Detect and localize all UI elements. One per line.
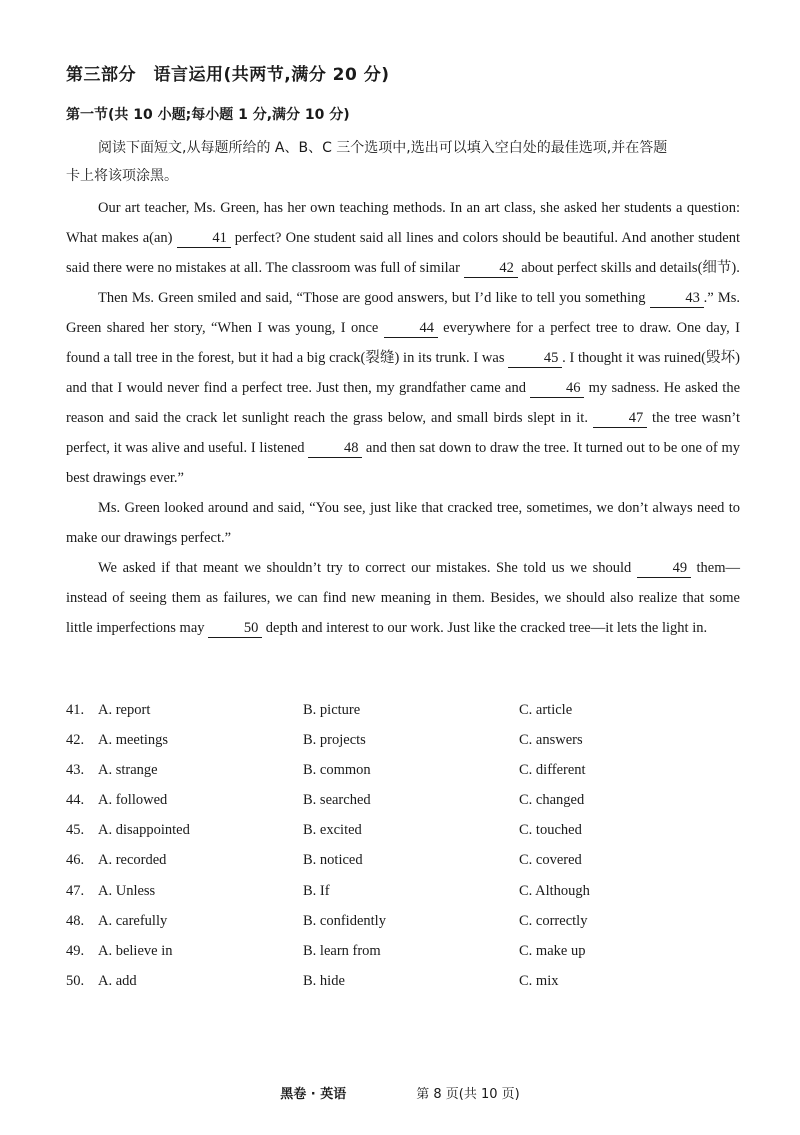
option-b: B. common — [303, 762, 371, 779]
option-c: C. touched — [519, 822, 582, 839]
footer-page-number: 第 8 页(共 10 页) — [416, 1087, 520, 1102]
option-a: A. followed — [98, 792, 168, 809]
blank-49: 49 — [637, 559, 691, 578]
blank-43: 43 — [650, 289, 704, 308]
footer-label: 黑卷 · 英语 — [280, 1087, 347, 1102]
question-number: 44. — [66, 792, 85, 809]
question-row — [66, 732, 766, 762]
blank-46: 46 — [530, 379, 584, 398]
section-title: 第三部分 语言运用(共两节,满分 20 分) — [66, 65, 390, 85]
cloze-passage — [66, 193, 740, 643]
option-b: B. confidently — [303, 912, 386, 929]
paragraph-2: Then Ms. Green smiled and said, “Those are good answers, but I’d like to tell you something 43 .” Ms. Green shared her story, “When I was young, I once 44 everywhere for a perfect tree to draw. One day, I found a tall tree in the forest, but it had a big crack(裂缝) in its trunk. I was 45 . I thought it was ruined(毁坏) and that I would never find a perfect tree. Just then, my grandfather came and 46 my sadness. He asked the reason and said the crack let sunlight reach the grass below, and small birds slept in it. 47 the tree wasn’t perfect, it was alive and useful. I listened 48 and then sat down to draw the tree. It turned out to be one of my best drawings ever.” — [66, 290, 741, 486]
option-a: A. carefully — [98, 912, 168, 929]
blank-45: 45 — [508, 349, 562, 368]
question-number: 47. — [66, 882, 85, 899]
subsection-title: 第一节(共 10 小题;每小题 1 分,满分 10 分) — [66, 107, 350, 123]
question-row — [66, 822, 766, 852]
question-number: 49. — [66, 942, 85, 959]
option-b: B. picture — [303, 702, 361, 718]
paragraph-3: Ms. Green looked around and said, “You see, just like that cracked tree, sometimes, we don’t always need to make our drawings perfect.” — [66, 500, 740, 546]
option-b: B. learn from — [303, 942, 381, 959]
question-number: 43. — [66, 762, 85, 779]
question-row — [66, 883, 766, 913]
instructions-line-2: 卡上将该项涂黑。 — [66, 168, 178, 184]
option-a: A. add — [98, 972, 137, 989]
option-b: B. hide — [303, 972, 345, 989]
option-c: C. make up — [519, 942, 586, 959]
question-number: 46. — [66, 852, 85, 869]
question-row — [66, 913, 766, 943]
option-c: C. different — [519, 762, 586, 779]
blank-48: 48 — [308, 439, 362, 458]
question-row — [66, 792, 766, 822]
paragraph-4: We asked if that meant we shouldn’t try to correct our mistakes. She told us we should 49 them—instead of seeing them as failures, we can find new meaning in them. Besides, we should also realize that some little imperfections may 50 depth and interest to our work. Just like the cracked tree—it lets the light in. — [66, 560, 740, 636]
option-a: A. strange — [98, 762, 158, 779]
option-a: A. disappointed — [98, 822, 190, 839]
question-number: 41. — [66, 702, 85, 718]
option-a: A. believe in — [98, 942, 173, 959]
blank-41: 41 — [177, 229, 231, 248]
paragraph-1: Our art teacher, Ms. Green, has her own teaching methods. In an art class, she asked her students a question: What makes a(an) 41 perfect? One student said all lines and colors should be beautiful. And another student said there were no mistakes at all. The classroom was full of similar 42 about perfect skills and details(细节). — [66, 200, 740, 276]
question-row — [66, 852, 766, 882]
blank-44: 44 — [384, 319, 438, 338]
question-number: 42. — [66, 732, 85, 749]
question-row — [66, 702, 766, 732]
option-c: C. Although — [519, 882, 590, 899]
answer-options — [66, 702, 766, 1003]
page-footer — [0, 1083, 800, 1102]
option-c: C. covered — [519, 852, 582, 869]
option-c: C. changed — [519, 792, 585, 809]
blank-47: 47 — [593, 409, 647, 428]
instructions-line-1: 阅读下面短文,从每题所给的 A、B、C 三个选项中,选出可以填入空白处的最佳选项,并在答题 — [98, 140, 668, 156]
question-row — [66, 943, 766, 973]
option-b: B. projects — [303, 732, 366, 749]
question-number: 50. — [66, 972, 85, 989]
option-c: C. answers — [519, 732, 583, 749]
option-c: C. article — [519, 702, 573, 718]
option-a: A. report — [98, 702, 151, 718]
option-c: C. mix — [519, 972, 559, 989]
blank-50: 50 — [208, 619, 262, 638]
question-row — [66, 762, 766, 792]
option-a: A. recorded — [98, 852, 167, 869]
blank-42: 42 — [464, 259, 518, 278]
question-row — [66, 973, 766, 1003]
option-b: B. noticed — [303, 852, 363, 869]
question-number: 45. — [66, 822, 85, 839]
question-number: 48. — [66, 912, 85, 929]
option-c: C. correctly — [519, 912, 588, 929]
option-b: B. excited — [303, 822, 362, 839]
option-a: A. Unless — [98, 882, 156, 899]
option-b: B. If — [303, 882, 330, 899]
option-b: B. searched — [303, 792, 371, 809]
option-a: A. meetings — [98, 732, 169, 749]
